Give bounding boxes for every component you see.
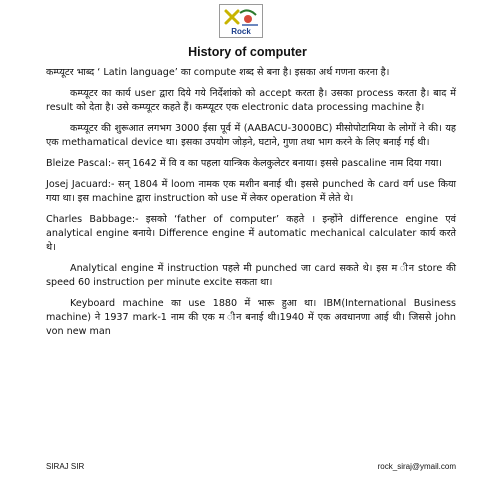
paragraph-keyboard-machine: Keyboard machine का use 1880 में भारू हुआ था। IBM(International Business machine) ने 1937 mark-1 नाम की एक म ीन बनाई थी।1940 में एक अवधानणा आई थी। जिससे john von new man — [46, 298, 456, 337]
footer-email: rock_siraj@ymail.com — [377, 462, 456, 471]
paragraph-analytical-engine: Analytical engine में instruction पहले मी punched जा card सकते थे। इस म ीन store की speed 60 instruction per minute excite सकता था। — [46, 263, 456, 288]
paragraph-intro: कम्प्यूटर भाब्द ‘ Latin language’ का compute शब्द से बना है। इसका अर्थ गणना करना है। — [46, 67, 390, 78]
page-title: History of computer — [188, 45, 307, 59]
paragraph-babbage: Charles Babbage:- इसको ‘father of computer’ कहते । इन्होंने difference engine एवं analytical engine बनाये। Difference engine में automatic mechanical calculater कार्य करते थे। — [46, 214, 456, 253]
paragraph-pascal: Bleize Pascal:- सन् 1642 में वि व का पहला यान्त्रिक केलकुलेटर बनाया। इससे pascaline नाम दिया गया। — [46, 158, 442, 169]
logo-text: Rock — [231, 27, 251, 36]
footer-author: SIRAJ SIR — [46, 462, 85, 471]
paragraph-computer-work: कम्प्यूटर का कार्य user द्वारा दिये गये निर्देशांको को accept करता है। उसका process करता है। बाद में result को देता है। उसे कम्प्यूटर कहते हैं। कम्प्यूटर एक electronic data processing machine है। — [46, 88, 456, 113]
document-body — [46, 66, 456, 346]
paragraph-abacus: कम्प्यूटर की शुरूआत लगभग 3000 ईसा पूर्व में (AABACU-3000BC) मीसोपोटामिया के लोगों ने की। यह एक methamatical device था। इसका उपयोग जोड़ने, घटाने, गुणा तथा भाग करने के लिए बनाई गई थी। — [46, 123, 456, 148]
rock-logo — [219, 4, 263, 38]
paragraph-jacquard: Josej Jacuard:- सन् 1804 में loom नामक एक मशीन बनाई थी। इससे punched के card वर्ग use किया गया था। इस machine द्वारा instruction को use में लेकर operation में लेते थे। — [46, 179, 456, 204]
